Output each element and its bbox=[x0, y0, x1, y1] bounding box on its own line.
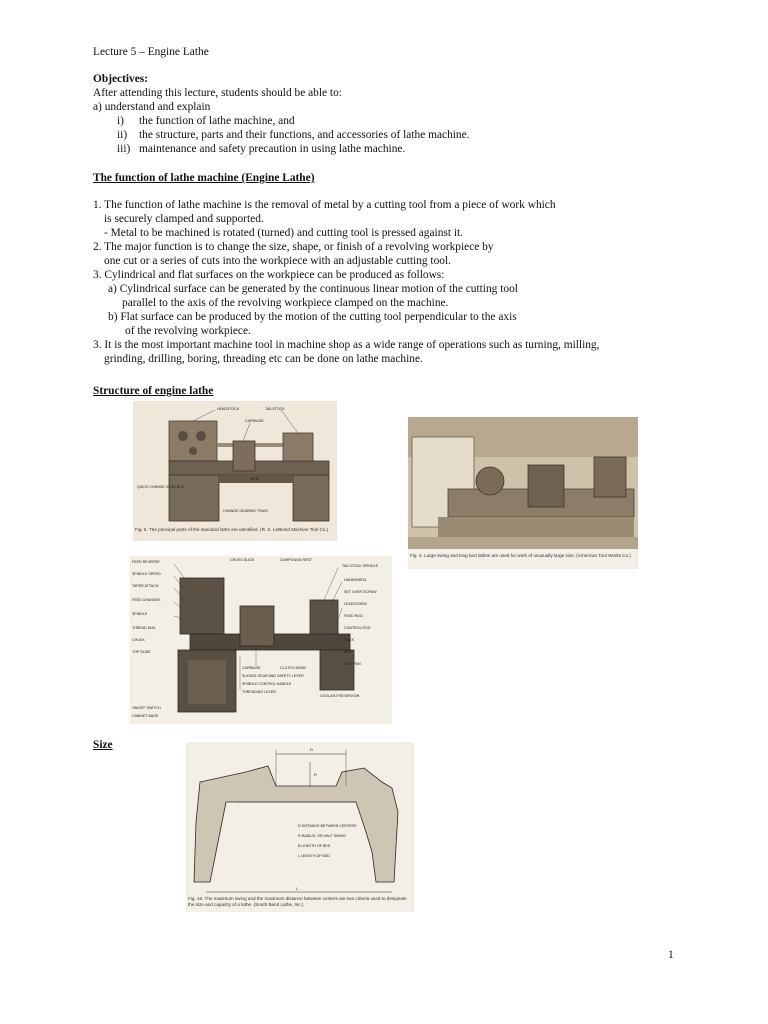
figure-label: CARRIAGE bbox=[245, 419, 264, 423]
figure-label: LEADSCREW bbox=[344, 602, 367, 606]
sub-item-number: iii) bbox=[117, 143, 131, 155]
function-line: b) Flat surface can be produced by the motion of the cutting tool perpendicular to the axis bbox=[108, 311, 517, 323]
function-line: one cut or a series of cuts into the workpiece with an adjustable cutting tool. bbox=[104, 255, 452, 267]
large-lathe-photo bbox=[408, 417, 638, 569]
function-line: a) Cylindrical surface can be generated by the continuous linear motion of the cutting tool bbox=[108, 283, 518, 295]
lathe-size-diagram bbox=[186, 742, 414, 912]
page-header: Lecture 5 – Engine Lathe bbox=[93, 46, 209, 58]
svg-text:R: R bbox=[314, 772, 317, 777]
figure-label: ON/OFF SWITCH bbox=[132, 706, 161, 710]
size-heading: Size bbox=[93, 739, 113, 751]
figure-label: TAILSTOCK SPINDLE bbox=[342, 564, 379, 568]
figure-label: COOLANT RESERVOIR bbox=[320, 694, 360, 698]
figure-label: QUICK CHANGE GEAR BOX bbox=[137, 485, 185, 489]
svg-text:D: D bbox=[310, 747, 313, 752]
figure-label: FEED CHANGES bbox=[132, 598, 161, 602]
figure-label: CONTROL ROD bbox=[344, 626, 371, 630]
lathe-parts-figure bbox=[133, 401, 337, 541]
figure-caption: Fig. 16. The maximum swing and the maximum distance between centers are two criteria used to designate the size and capacity of a lathe. (South Bend Lathe, Inc.) bbox=[188, 896, 407, 907]
figure-label: FEED ROD bbox=[344, 614, 363, 618]
sub-item-text: the function of lathe machine, and bbox=[139, 115, 295, 127]
figure-label: CHUCK bbox=[132, 638, 145, 642]
figure-label: CROSS SLIDE bbox=[230, 558, 255, 562]
figure-label: CLUTCH KNOB bbox=[280, 666, 306, 670]
figure-label: TAPER ATTACH. bbox=[132, 584, 160, 588]
figure-legend: L LENGTH OF BED bbox=[298, 854, 330, 858]
figure-label: SPINDLE SPEED bbox=[132, 572, 161, 576]
function-heading: The function of lathe machine (Engine Lathe) bbox=[93, 172, 315, 184]
function-line: 1. The function of lathe machine is the removal of metal by a cutting tool from a piece of work which bbox=[93, 199, 556, 211]
figure-label: THREAD DIAL bbox=[132, 626, 156, 630]
figure-legend: D DISTANCE BETWEEN CENTERS bbox=[298, 824, 357, 828]
objectives-heading: Objectives: bbox=[93, 73, 149, 85]
function-line: 3. It is the most important machine tool in machine shop as a wide range of operations such as turning, milling, bbox=[93, 339, 600, 351]
figure-legend: B LENGTH OF BED bbox=[298, 844, 331, 848]
figure-label: COMPOUND REST bbox=[280, 558, 312, 562]
figure-label: BED bbox=[344, 650, 352, 654]
function-line: - Metal to be machined is rotated (turned) and cutting tool is pressed against it. bbox=[104, 227, 464, 239]
objectives-intro: After attending this lecture, students should be able to: bbox=[93, 87, 342, 99]
figure-label: RACK bbox=[344, 638, 354, 642]
figure-label: BED bbox=[251, 477, 259, 481]
function-line: is securely clamped and supported. bbox=[104, 213, 264, 225]
sub-item-number: i) bbox=[117, 115, 124, 127]
function-line: of the revolving workpiece. bbox=[125, 325, 251, 337]
figure-label: HANDWHEEL bbox=[344, 578, 367, 582]
figure-label: TAILSTOCK bbox=[265, 407, 285, 411]
figure-label: THREADING LEVER bbox=[242, 690, 276, 694]
sub-item-text: maintenance and safety precaution in using lathe machine. bbox=[139, 143, 406, 155]
figure-label: SLIDING GEAR AND SAFETY LEVER bbox=[242, 674, 304, 678]
sub-item-text: the structure, parts and their functions, and accessories of lathe machine. bbox=[139, 129, 470, 141]
figure-label: SET OVER SCREW bbox=[344, 590, 377, 594]
function-line: 3. Cylindrical and flat surfaces on the workpiece can be produced as follows: bbox=[93, 269, 445, 281]
svg-text:L: L bbox=[296, 886, 299, 891]
figure-label: SPINDLE CONTROL HANDLE bbox=[242, 682, 292, 686]
figure-legend: R RADIUS, OR HALF SWING bbox=[298, 834, 346, 838]
structure-heading: Structure of engine lathe bbox=[93, 385, 214, 397]
function-line: parallel to the axis of the revolving workpiece clamped on the machine. bbox=[122, 297, 449, 309]
figure-caption: Fig. 4. Large swing and long bed lathes are used for work of unusually large size. (American Tool Works Co.) bbox=[410, 553, 631, 558]
figure-label: CHANGE GEARING TRAIN bbox=[223, 509, 268, 513]
figure-label: CABINET BASE bbox=[132, 714, 159, 718]
figure-label: SPINDLE bbox=[132, 612, 148, 616]
figure-caption: Fig. 5. The principal parts of the standard lathe are identified. (R. K. LeBlond Machine Tool Co.) bbox=[135, 527, 329, 532]
function-line: grinding, drilling, boring, threading etc can be done on lathe machine. bbox=[104, 353, 423, 365]
objective-a: a) understand and explain bbox=[93, 101, 211, 113]
function-line: 2. The major function is to change the size, shape, or finish of a revolving workpiece by bbox=[93, 241, 494, 253]
figure-label: CARRIAGE bbox=[242, 666, 261, 670]
page-number: 1 bbox=[668, 949, 674, 961]
figure-label: HEADSTOCK bbox=[217, 407, 240, 411]
lathe-detail-diagram bbox=[130, 556, 392, 724]
figure-label: FEED REVERSE bbox=[132, 560, 160, 564]
figure-label: TOP SLIDE bbox=[132, 650, 151, 654]
sub-item-number: ii) bbox=[117, 129, 128, 141]
figure-label: CHIP PAN bbox=[344, 662, 361, 666]
